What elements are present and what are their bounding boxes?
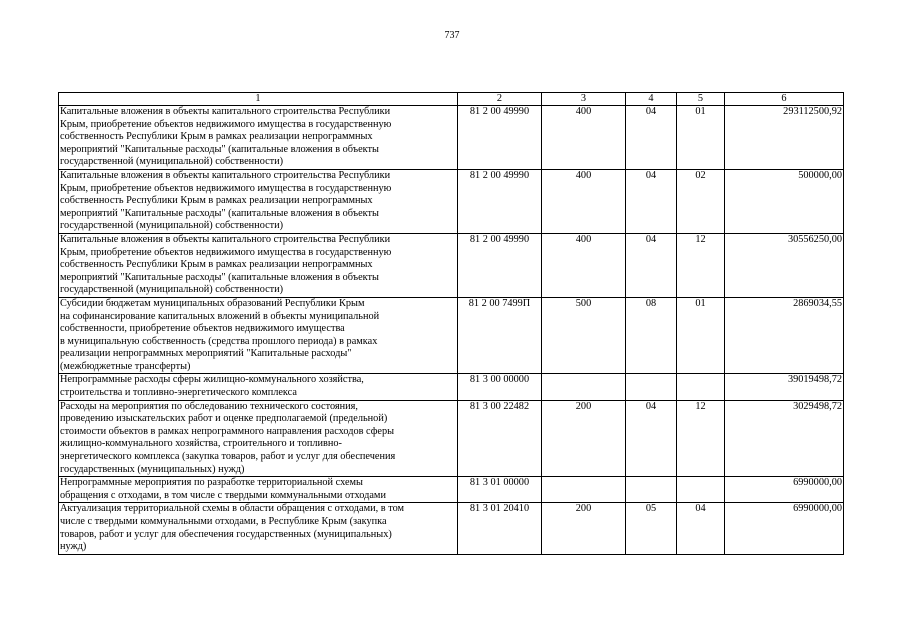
table-row [59,374,844,400]
table-row [59,106,844,170]
row-expense-type: 500 [542,297,626,374]
row-amount: 6990000,00 [725,477,844,503]
row-csr-code: 81 3 01 00000 [458,477,542,503]
row-subsection: 12 [677,400,725,477]
row-subsection: 04 [677,503,725,554]
budget-table [58,92,844,555]
row-section: 04 [626,400,677,477]
row-subsection [677,477,725,503]
row-csr-code: 81 2 00 49990 [458,106,542,170]
row-description [59,169,458,233]
row-expense-type: 400 [542,169,626,233]
row-csr-code: 81 2 00 49990 [458,169,542,233]
table-row [59,297,844,374]
row-subsection: 02 [677,169,725,233]
row-section: 05 [626,503,677,554]
row-description [59,106,458,170]
row-description-text: Капитальные вложения в объекты капитального строительства Республики Крым, приобретение объектов недвижимого имущества в государственную собственность Республики Крым в рамках реализации непрограммных мероприятий "Капитальные расходы" (капитальные вложения в объекты государственной (муниципальной) собственности) [60,169,392,232]
row-amount: 293112500,92 [725,106,844,170]
row-section: 04 [626,233,677,297]
row-description-text: Непрограммные расходы сферы жилищно-коммунального хозяйства, строительства и топливно-энергетического комплекса [60,374,364,399]
row-expense-type: 200 [542,400,626,477]
row-section [626,374,677,400]
table-header-row [59,93,844,106]
row-csr-code: 81 3 01 20410 [458,503,542,554]
row-description [59,477,458,503]
row-csr-code: 81 2 00 7499П [458,297,542,374]
row-section: 04 [626,106,677,170]
row-description-text: Актуализация территориальной схемы в области обращения с отходами, в том числе с твердыми коммунальными отходами, в Республике Крым (закупка товаров, работ и услуг для обеспечения государственных (муниципальных) нужд) [60,503,405,553]
row-description-text: Капитальные вложения в объекты капитального строительства Республики Крым, приобретение объектов недвижимого имущества в государственную собственность Республики Крым в рамках реализации непрограммных мероприятий "Капитальные расходы" (капитальные вложения в объекты государственной (муниципальной) собственности) [60,106,392,168]
row-expense-type [542,374,626,400]
row-subsection: 01 [677,297,725,374]
row-csr-code: 81 3 00 00000 [458,374,542,400]
row-subsection [677,374,725,400]
row-expense-type [542,477,626,503]
row-expense-type: 200 [542,503,626,554]
column-header-4: 4 [626,93,677,106]
table-row [59,400,844,477]
row-amount: 3029498,72 [725,400,844,477]
column-header-1: 1 [59,93,458,106]
row-subsection: 01 [677,106,725,170]
row-expense-type: 400 [542,233,626,297]
column-header-6: 6 [725,93,844,106]
row-amount: 500000,00 [725,169,844,233]
row-description-text: Капитальные вложения в объекты капитального строительства Республики Крым, приобретение объектов недвижимого имущества в государственную собственность Республики Крым в рамках реализации непрограммных мероприятий "Капитальные расходы" (капитальные вложения в объекты государственной (муниципальной) собственности) [60,233,392,296]
row-section [626,477,677,503]
row-description [59,503,458,554]
row-amount: 39019498,72 [725,374,844,400]
row-description-text: Субсидии бюджетам муниципальных образований Республики Крым на софинансирование капитальных вложений в объекты муниципальной собственности, приобретение объектов недвижимого имущества в муниципальную собственность (средства прошлого периода) в рамках реализации непрограммных мероприятий "Капитальные расходы" (межбюджетные трансферты) [60,297,380,372]
row-section: 08 [626,297,677,374]
row-csr-code: 81 2 00 49990 [458,233,542,297]
row-description-text: Непрограммные мероприятия по разработке территориальной схемы обращения с отходами, в том числе с твердыми коммунальными отходами [60,477,386,501]
column-header-3: 3 [542,93,626,106]
row-description [59,297,458,374]
row-amount: 6990000,00 [725,503,844,554]
table-row [59,503,844,554]
row-description [59,233,458,297]
table-row [59,233,844,297]
table-row [59,169,844,233]
row-csr-code: 81 3 00 22482 [458,400,542,477]
row-description-text: Расходы на мероприятия по обследованию технического состояния, проведению изыскательских работ и оценке предполагаемой (предельной) стоимости объектов в рамках непрограммного направления расходов сферы жилищно-коммунального хозяйства, строительного и топливно- энергетического комплекса (закупка товаров, работ и услуг для обеспечения государственных (муниципальных) нужд) [60,400,396,475]
row-section: 04 [626,169,677,233]
table-row [59,477,844,503]
row-description [59,374,458,400]
row-expense-type: 400 [542,106,626,170]
row-amount: 30556250,00 [725,233,844,297]
column-header-2: 2 [458,93,542,106]
row-amount: 2869034,55 [725,297,844,374]
column-header-5: 5 [677,93,725,106]
page-number: 737 [444,30,460,41]
row-description [59,400,458,477]
row-subsection: 12 [677,233,725,297]
